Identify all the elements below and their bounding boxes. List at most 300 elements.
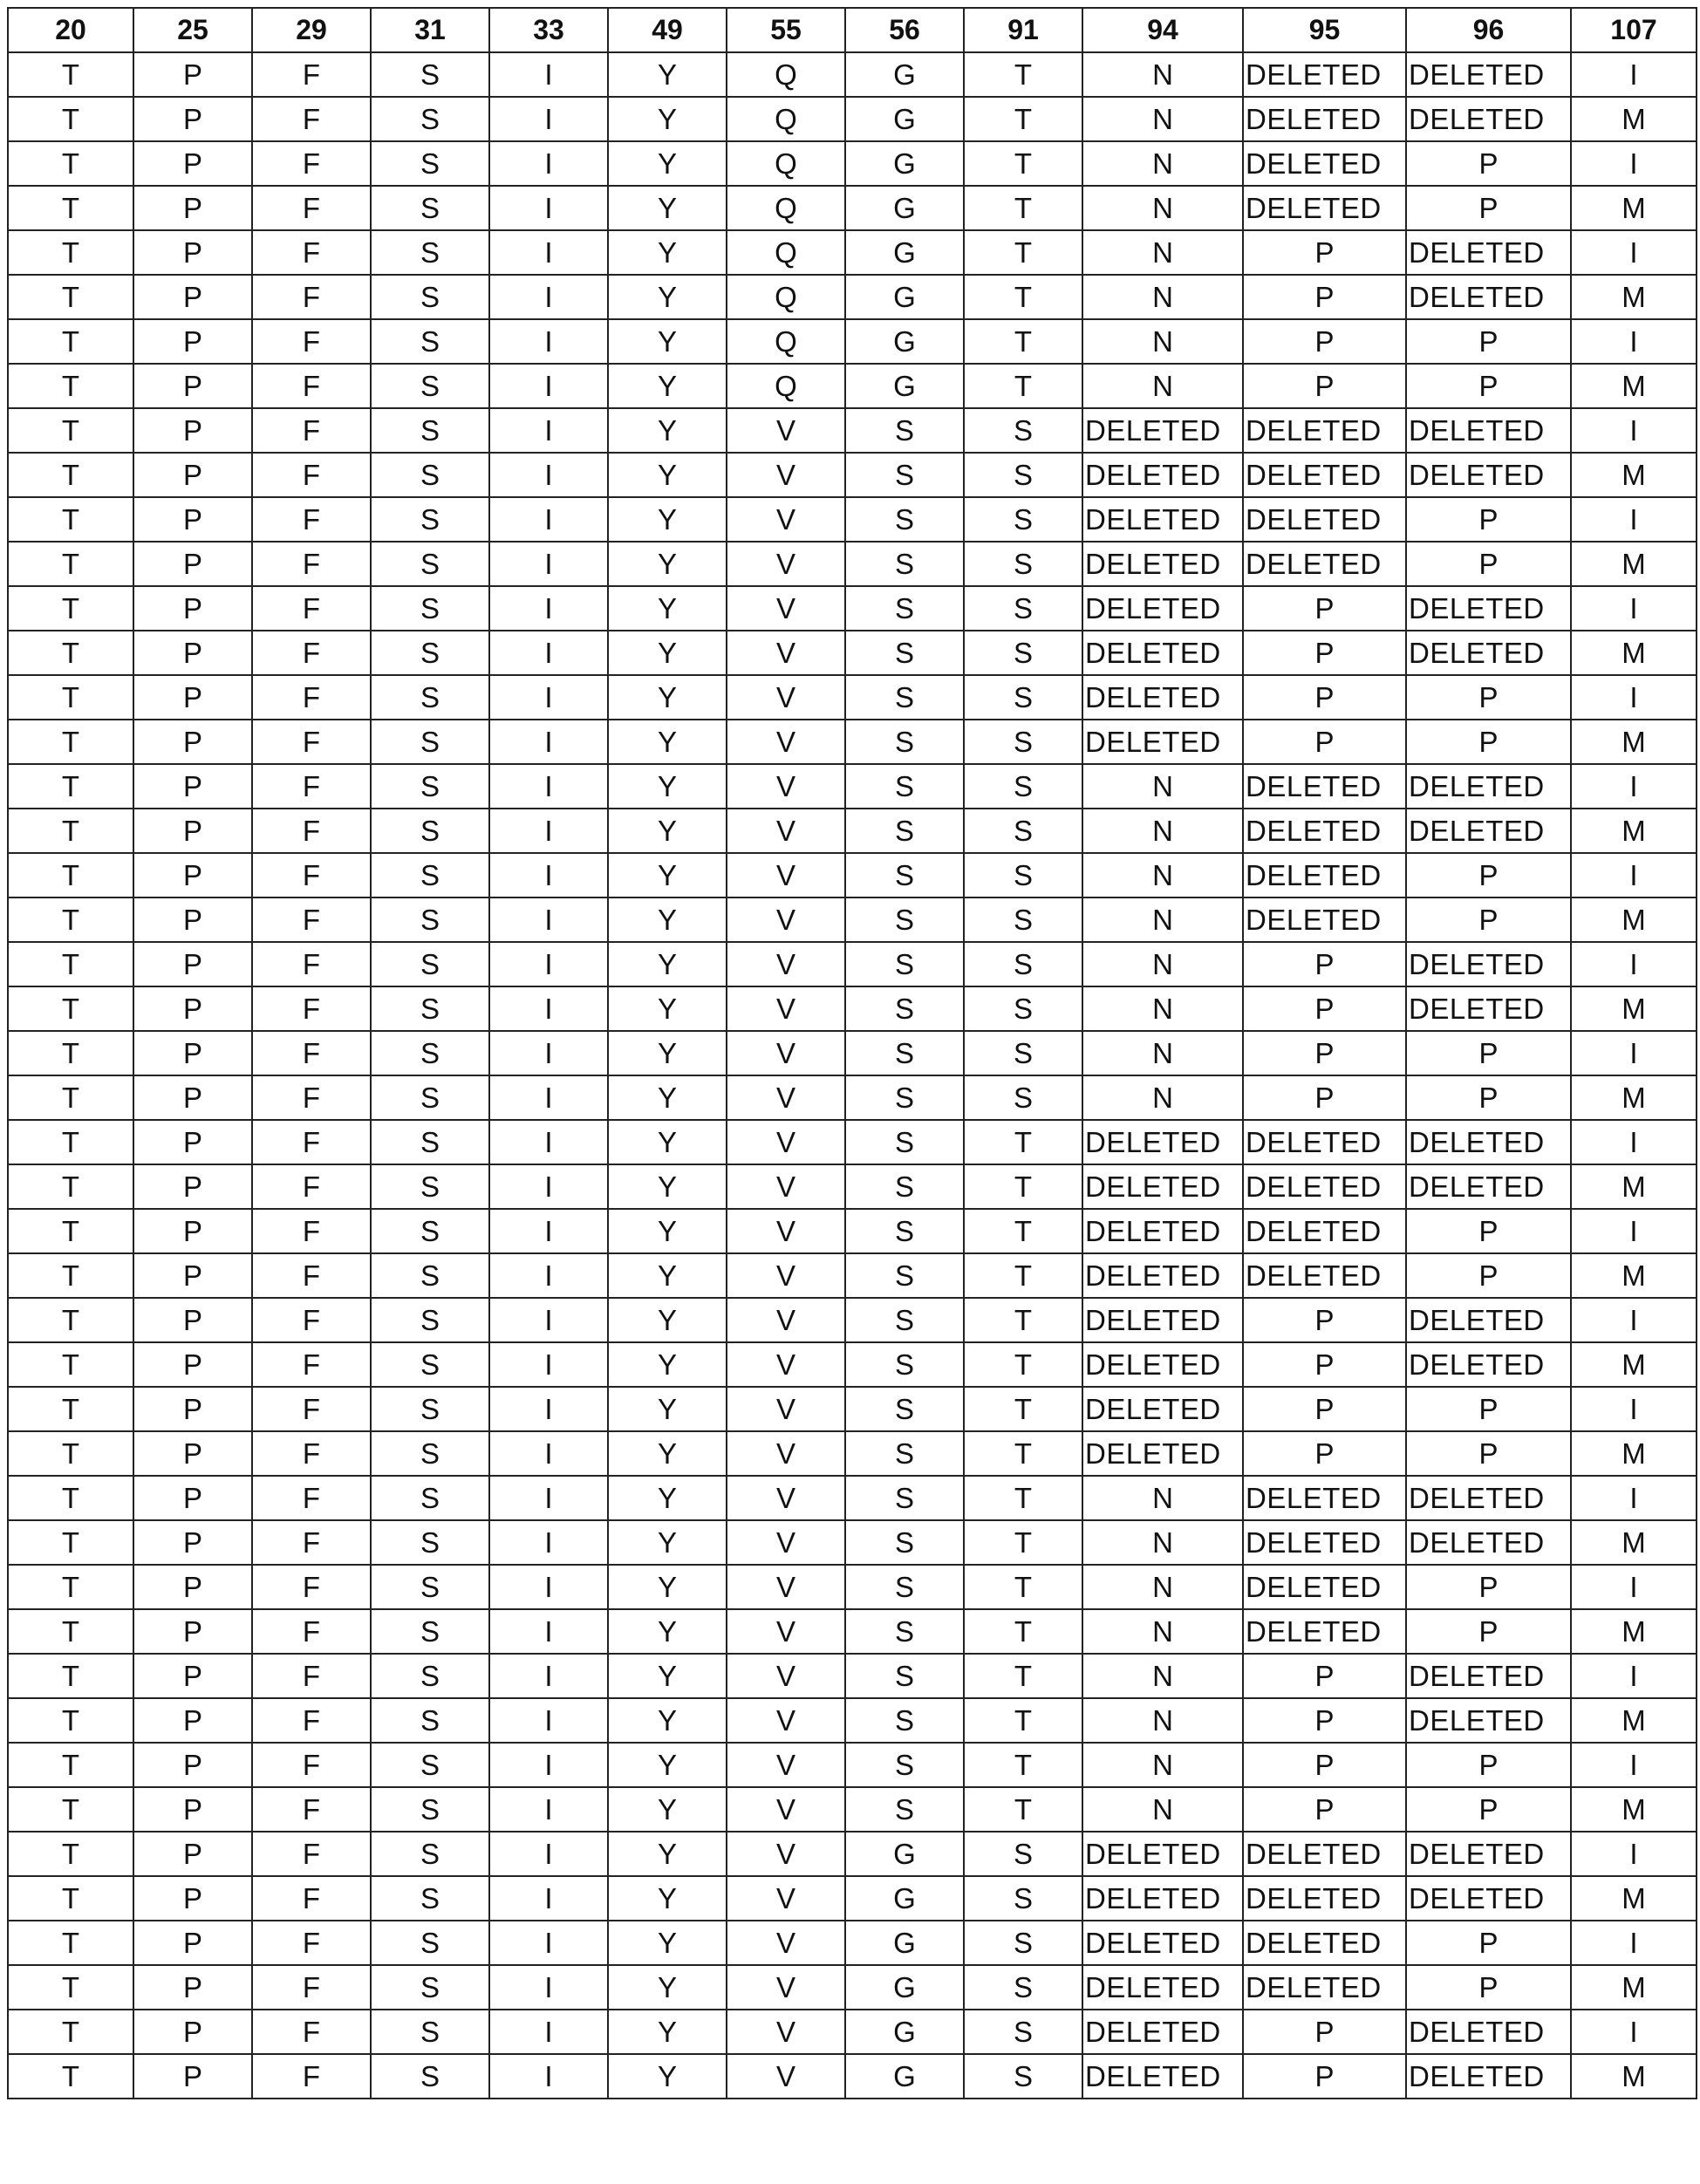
residue-cell-29: F <box>252 230 371 275</box>
residue-cell-91: S <box>964 1031 1082 1075</box>
residue-cell-107: I <box>1571 586 1697 631</box>
residue-cell-96: DELETED <box>1406 1520 1571 1565</box>
residue-cell-94: N <box>1082 1743 1243 1787</box>
table-row <box>8 586 1697 631</box>
table-header <box>8 8 1697 52</box>
residue-cell-91: T <box>964 1609 1082 1654</box>
residue-cell-96: P <box>1406 1387 1571 1431</box>
table-row <box>8 141 1697 186</box>
residue-cell-55: V <box>727 1075 845 1120</box>
residue-cell-95: DELETED <box>1243 1832 1406 1876</box>
residue-cell-94: DELETED <box>1082 408 1243 453</box>
residue-cell-94: DELETED <box>1082 631 1243 675</box>
residue-cell-107: M <box>1571 1164 1697 1209</box>
table-row <box>8 52 1697 97</box>
residue-cell-31: S <box>371 1476 489 1520</box>
residue-cell-96: DELETED <box>1406 986 1571 1031</box>
residue-cell-55: V <box>727 1520 845 1565</box>
residue-cell-94: N <box>1082 97 1243 141</box>
residue-cell-107: M <box>1571 1075 1697 1120</box>
residue-cell-107: M <box>1571 897 1697 942</box>
residue-cell-91: S <box>964 897 1082 942</box>
residue-cell-49: Y <box>608 1298 727 1342</box>
residue-cell-94: N <box>1082 1476 1243 1520</box>
residue-cell-29: F <box>252 1120 371 1164</box>
residue-cell-96: P <box>1406 897 1571 942</box>
residue-cell-94: DELETED <box>1082 542 1243 586</box>
residue-cell-95: DELETED <box>1243 853 1406 897</box>
residue-cell-56: S <box>845 1520 964 1565</box>
residue-cell-55: V <box>727 542 845 586</box>
table-row <box>8 675 1697 720</box>
residue-cell-33: I <box>489 1164 608 1209</box>
residue-cell-20: T <box>8 52 133 97</box>
residue-cell-55: V <box>727 897 845 942</box>
residue-cell-33: I <box>489 1876 608 1921</box>
residue-cell-95: P <box>1243 631 1406 675</box>
residue-cell-55: V <box>727 1921 845 1965</box>
table-row <box>8 1164 1697 1209</box>
residue-cell-94: N <box>1082 1787 1243 1832</box>
residue-cell-91: S <box>964 1876 1082 1921</box>
residue-cell-33: I <box>489 1965 608 2010</box>
residue-cell-95: P <box>1243 675 1406 720</box>
residue-cell-49: Y <box>608 1876 727 1921</box>
residue-cell-107: M <box>1571 1342 1697 1387</box>
residue-cell-29: F <box>252 275 371 319</box>
residue-cell-33: I <box>489 1253 608 1298</box>
residue-cell-56: S <box>845 764 964 809</box>
table-row <box>8 897 1697 942</box>
residue-cell-49: Y <box>608 453 727 497</box>
residue-cell-49: Y <box>608 1743 727 1787</box>
residue-cell-107: I <box>1571 230 1697 275</box>
residue-cell-31: S <box>371 230 489 275</box>
residue-cell-25: P <box>133 97 252 141</box>
residue-cell-25: P <box>133 1431 252 1476</box>
residue-cell-91: T <box>964 1298 1082 1342</box>
residue-cell-95: P <box>1243 1787 1406 1832</box>
residue-cell-56: S <box>845 942 964 986</box>
residue-cell-107: I <box>1571 853 1697 897</box>
residue-cell-96: DELETED <box>1406 275 1571 319</box>
residue-cell-94: N <box>1082 1698 1243 1743</box>
residue-cell-95: DELETED <box>1243 764 1406 809</box>
residue-cell-107: M <box>1571 364 1697 408</box>
residue-cell-95: DELETED <box>1243 1164 1406 1209</box>
residue-cell-95: P <box>1243 364 1406 408</box>
header-row <box>8 8 1697 52</box>
residue-cell-29: F <box>252 1609 371 1654</box>
residue-cell-94: DELETED <box>1082 2010 1243 2054</box>
residue-cell-95: P <box>1243 1031 1406 1075</box>
residue-cell-31: S <box>371 1031 489 1075</box>
residue-cell-107: M <box>1571 1876 1697 1921</box>
residue-cell-95: DELETED <box>1243 1520 1406 1565</box>
residue-cell-33: I <box>489 1565 608 1609</box>
residue-cell-31: S <box>371 631 489 675</box>
table-row <box>8 1743 1697 1787</box>
residue-cell-96: P <box>1406 1965 1571 2010</box>
residue-cell-31: S <box>371 542 489 586</box>
residue-cell-96: P <box>1406 1787 1571 1832</box>
residue-cell-20: T <box>8 720 133 764</box>
table-row <box>8 809 1697 853</box>
residue-cell-31: S <box>371 1253 489 1298</box>
table-row <box>8 497 1697 542</box>
residue-cell-29: F <box>252 186 371 230</box>
residue-cell-94: N <box>1082 364 1243 408</box>
residue-cell-91: S <box>964 986 1082 1031</box>
residue-cell-91: S <box>964 1965 1082 2010</box>
residue-cell-91: T <box>964 364 1082 408</box>
table-row <box>8 1609 1697 1654</box>
residue-cell-29: F <box>252 1431 371 1476</box>
table-row <box>8 1298 1697 1342</box>
residue-cell-96: DELETED <box>1406 52 1571 97</box>
residue-cell-91: T <box>964 230 1082 275</box>
residue-cell-107: I <box>1571 52 1697 97</box>
residue-cell-55: Q <box>727 319 845 364</box>
residue-cell-56: G <box>845 1921 964 1965</box>
table-row <box>8 1787 1697 1832</box>
residue-cell-25: P <box>133 364 252 408</box>
column-header-position-31: 31 <box>371 8 489 52</box>
residue-cell-25: P <box>133 586 252 631</box>
residue-cell-20: T <box>8 542 133 586</box>
residue-cell-55: V <box>727 1609 845 1654</box>
residue-cell-20: T <box>8 1876 133 1921</box>
residue-cell-29: F <box>252 141 371 186</box>
residue-cell-49: Y <box>608 141 727 186</box>
residue-cell-33: I <box>489 2010 608 2054</box>
residue-cell-95: P <box>1243 1743 1406 1787</box>
residue-cell-31: S <box>371 1431 489 1476</box>
residue-cell-31: S <box>371 186 489 230</box>
column-header-position-29: 29 <box>252 8 371 52</box>
residue-cell-56: S <box>845 1031 964 1075</box>
residue-cell-20: T <box>8 942 133 986</box>
residue-cell-96: DELETED <box>1406 1342 1571 1387</box>
residue-cell-20: T <box>8 1520 133 1565</box>
table-row <box>8 1431 1697 1476</box>
residue-cell-96: DELETED <box>1406 1120 1571 1164</box>
residue-cell-25: P <box>133 1609 252 1654</box>
residue-cell-94: DELETED <box>1082 1965 1243 2010</box>
residue-cell-91: T <box>964 1342 1082 1387</box>
residue-cell-49: Y <box>608 1787 727 1832</box>
residue-cell-31: S <box>371 675 489 720</box>
residue-cell-94: DELETED <box>1082 2054 1243 2099</box>
residue-cell-29: F <box>252 764 371 809</box>
residue-cell-95: DELETED <box>1243 542 1406 586</box>
residue-cell-91: T <box>964 1120 1082 1164</box>
residue-cell-91: S <box>964 542 1082 586</box>
residue-cell-55: V <box>727 1832 845 1876</box>
residue-cell-107: I <box>1571 319 1697 364</box>
residue-cell-33: I <box>489 1075 608 1120</box>
residue-cell-107: M <box>1571 1253 1697 1298</box>
table-row <box>8 853 1697 897</box>
residue-cell-33: I <box>489 1476 608 1520</box>
table-body <box>8 52 1697 2099</box>
residue-cell-91: S <box>964 1921 1082 1965</box>
table-row <box>8 1876 1697 1921</box>
residue-cell-56: S <box>845 809 964 853</box>
residue-cell-25: P <box>133 52 252 97</box>
residue-cell-56: S <box>845 720 964 764</box>
residue-cell-107: I <box>1571 1120 1697 1164</box>
residue-cell-49: Y <box>608 97 727 141</box>
residue-cell-20: T <box>8 1120 133 1164</box>
residue-cell-33: I <box>489 764 608 809</box>
residue-cell-20: T <box>8 186 133 230</box>
residue-cell-25: P <box>133 1031 252 1075</box>
residue-cell-33: I <box>489 1921 608 1965</box>
residue-cell-94: N <box>1082 52 1243 97</box>
residue-cell-95: P <box>1243 1342 1406 1387</box>
residue-cell-49: Y <box>608 764 727 809</box>
residue-cell-94: DELETED <box>1082 453 1243 497</box>
residue-cell-29: F <box>252 2054 371 2099</box>
residue-cell-33: I <box>489 2054 608 2099</box>
residue-cell-33: I <box>489 1654 608 1698</box>
residue-cell-107: I <box>1571 942 1697 986</box>
residue-cell-20: T <box>8 364 133 408</box>
table-row <box>8 97 1697 141</box>
table-row <box>8 1031 1697 1075</box>
residue-cell-94: N <box>1082 764 1243 809</box>
residue-cell-96: P <box>1406 1921 1571 1965</box>
residue-cell-49: Y <box>608 986 727 1031</box>
residue-cell-29: F <box>252 897 371 942</box>
residue-cell-95: P <box>1243 1654 1406 1698</box>
residue-cell-31: S <box>371 720 489 764</box>
residue-cell-29: F <box>252 942 371 986</box>
residue-cell-31: S <box>371 1965 489 2010</box>
residue-cell-56: S <box>845 542 964 586</box>
residue-cell-56: S <box>845 1164 964 1209</box>
residue-cell-25: P <box>133 1298 252 1342</box>
residue-cell-33: I <box>489 720 608 764</box>
residue-cell-96: DELETED <box>1406 586 1571 631</box>
residue-cell-20: T <box>8 141 133 186</box>
residue-cell-107: I <box>1571 1654 1697 1698</box>
residue-cell-20: T <box>8 230 133 275</box>
residue-cell-107: M <box>1571 1698 1697 1743</box>
residue-cell-49: Y <box>608 1031 727 1075</box>
table-row <box>8 186 1697 230</box>
residue-cell-29: F <box>252 631 371 675</box>
residue-cell-49: Y <box>608 1120 727 1164</box>
residue-cell-31: S <box>371 853 489 897</box>
residue-cell-29: F <box>252 97 371 141</box>
residue-cell-31: S <box>371 364 489 408</box>
residue-cell-91: S <box>964 764 1082 809</box>
residue-cell-56: S <box>845 1120 964 1164</box>
table-row <box>8 542 1697 586</box>
residue-cell-91: T <box>964 1520 1082 1565</box>
residue-cell-96: DELETED <box>1406 809 1571 853</box>
residue-cell-49: Y <box>608 186 727 230</box>
residue-cell-33: I <box>489 1031 608 1075</box>
residue-cell-20: T <box>8 275 133 319</box>
residue-cell-31: S <box>371 1565 489 1609</box>
residue-cell-55: V <box>727 2010 845 2054</box>
residue-cell-25: P <box>133 675 252 720</box>
residue-cell-20: T <box>8 986 133 1031</box>
residue-cell-55: V <box>727 1120 845 1164</box>
residue-cell-95: DELETED <box>1243 1253 1406 1298</box>
residue-cell-49: Y <box>608 675 727 720</box>
residue-cell-56: S <box>845 1253 964 1298</box>
residue-cell-33: I <box>489 1431 608 1476</box>
residue-cell-31: S <box>371 2010 489 2054</box>
residue-cell-107: I <box>1571 1387 1697 1431</box>
residue-cell-95: DELETED <box>1243 1965 1406 2010</box>
residue-cell-96: DELETED <box>1406 1298 1571 1342</box>
residue-cell-96: P <box>1406 1609 1571 1654</box>
residue-cell-55: V <box>727 497 845 542</box>
residue-cell-91: S <box>964 453 1082 497</box>
residue-cell-25: P <box>133 1520 252 1565</box>
residue-cell-91: T <box>964 275 1082 319</box>
residue-cell-33: I <box>489 1520 608 1565</box>
residue-cell-29: F <box>252 1387 371 1431</box>
residue-cell-29: F <box>252 319 371 364</box>
residue-cell-91: T <box>964 186 1082 230</box>
residue-cell-31: S <box>371 1698 489 1743</box>
residue-cell-29: F <box>252 1565 371 1609</box>
residue-cell-25: P <box>133 986 252 1031</box>
residue-cell-29: F <box>252 1520 371 1565</box>
residue-cell-33: I <box>489 1387 608 1431</box>
residue-cell-91: T <box>964 1654 1082 1698</box>
residue-cell-25: P <box>133 1965 252 2010</box>
residue-cell-55: V <box>727 453 845 497</box>
residue-cell-55: V <box>727 1031 845 1075</box>
table-row <box>8 1476 1697 1520</box>
residue-cell-49: Y <box>608 1075 727 1120</box>
residue-cell-29: F <box>252 853 371 897</box>
residue-cell-31: S <box>371 453 489 497</box>
residue-cell-31: S <box>371 764 489 809</box>
residue-cell-96: P <box>1406 186 1571 230</box>
table-row <box>8 364 1697 408</box>
table-row <box>8 453 1697 497</box>
residue-cell-55: V <box>727 631 845 675</box>
residue-cell-91: S <box>964 2010 1082 2054</box>
residue-cell-56: S <box>845 1431 964 1476</box>
residue-cell-29: F <box>252 1031 371 1075</box>
column-header-position-55: 55 <box>727 8 845 52</box>
residue-cell-20: T <box>8 1654 133 1698</box>
residue-cell-107: I <box>1571 1209 1697 1253</box>
residue-cell-33: I <box>489 319 608 364</box>
residue-cell-95: DELETED <box>1243 1120 1406 1164</box>
residue-cell-55: V <box>727 1743 845 1787</box>
residue-cell-55: V <box>727 1698 845 1743</box>
residue-cell-33: I <box>489 1787 608 1832</box>
residue-cell-107: M <box>1571 1520 1697 1565</box>
residue-cell-95: DELETED <box>1243 1921 1406 1965</box>
residue-cell-20: T <box>8 1698 133 1743</box>
residue-cell-31: S <box>371 1387 489 1431</box>
residue-cell-31: S <box>371 897 489 942</box>
residue-cell-96: DELETED <box>1406 1164 1571 1209</box>
residue-cell-49: Y <box>608 52 727 97</box>
residue-cell-94: N <box>1082 230 1243 275</box>
residue-cell-20: T <box>8 764 133 809</box>
residue-cell-33: I <box>489 1342 608 1387</box>
residue-cell-33: I <box>489 542 608 586</box>
residue-cell-31: S <box>371 52 489 97</box>
residue-cell-49: Y <box>608 809 727 853</box>
residue-cell-94: N <box>1082 942 1243 986</box>
residue-cell-55: V <box>727 586 845 631</box>
residue-cell-29: F <box>252 1654 371 1698</box>
residue-cell-31: S <box>371 1075 489 1120</box>
residue-cell-96: P <box>1406 1031 1571 1075</box>
residue-cell-55: V <box>727 408 845 453</box>
residue-cell-94: N <box>1082 853 1243 897</box>
residue-cell-55: V <box>727 853 845 897</box>
residue-cell-55: V <box>727 1298 845 1342</box>
residue-cell-33: I <box>489 942 608 986</box>
table-row <box>8 1965 1697 2010</box>
residue-cell-95: DELETED <box>1243 408 1406 453</box>
residue-cell-33: I <box>489 986 608 1031</box>
residue-cell-55: V <box>727 1209 845 1253</box>
residue-cell-33: I <box>489 631 608 675</box>
residue-cell-107: I <box>1571 2010 1697 2054</box>
residue-cell-96: P <box>1406 542 1571 586</box>
residue-cell-49: Y <box>608 720 727 764</box>
residue-cell-25: P <box>133 897 252 942</box>
residue-cell-95: DELETED <box>1243 809 1406 853</box>
residue-cell-49: Y <box>608 853 727 897</box>
table-row <box>8 230 1697 275</box>
residue-cell-96: DELETED <box>1406 764 1571 809</box>
residue-cell-25: P <box>133 1743 252 1787</box>
residue-cell-31: S <box>371 1743 489 1787</box>
residue-cell-94: DELETED <box>1082 1921 1243 1965</box>
residue-cell-56: G <box>845 364 964 408</box>
table-row <box>8 1565 1697 1609</box>
residue-cell-20: T <box>8 97 133 141</box>
residue-cell-91: T <box>964 1209 1082 1253</box>
residue-cell-107: I <box>1571 1832 1697 1876</box>
residue-cell-96: P <box>1406 720 1571 764</box>
residue-cell-20: T <box>8 1298 133 1342</box>
residue-cell-25: P <box>133 1075 252 1120</box>
residue-cell-25: P <box>133 2010 252 2054</box>
residue-cell-29: F <box>252 1965 371 2010</box>
residue-cell-107: I <box>1571 1031 1697 1075</box>
residue-cell-91: S <box>964 720 1082 764</box>
residue-cell-94: DELETED <box>1082 586 1243 631</box>
residue-cell-31: S <box>371 97 489 141</box>
residue-cell-29: F <box>252 453 371 497</box>
residue-cell-20: T <box>8 809 133 853</box>
residue-cell-33: I <box>489 1209 608 1253</box>
residue-cell-49: Y <box>608 1253 727 1298</box>
residue-cell-94: DELETED <box>1082 675 1243 720</box>
residue-cell-56: S <box>845 1698 964 1743</box>
residue-cell-107: M <box>1571 1787 1697 1832</box>
table-row <box>8 1120 1697 1164</box>
residue-cell-91: S <box>964 631 1082 675</box>
